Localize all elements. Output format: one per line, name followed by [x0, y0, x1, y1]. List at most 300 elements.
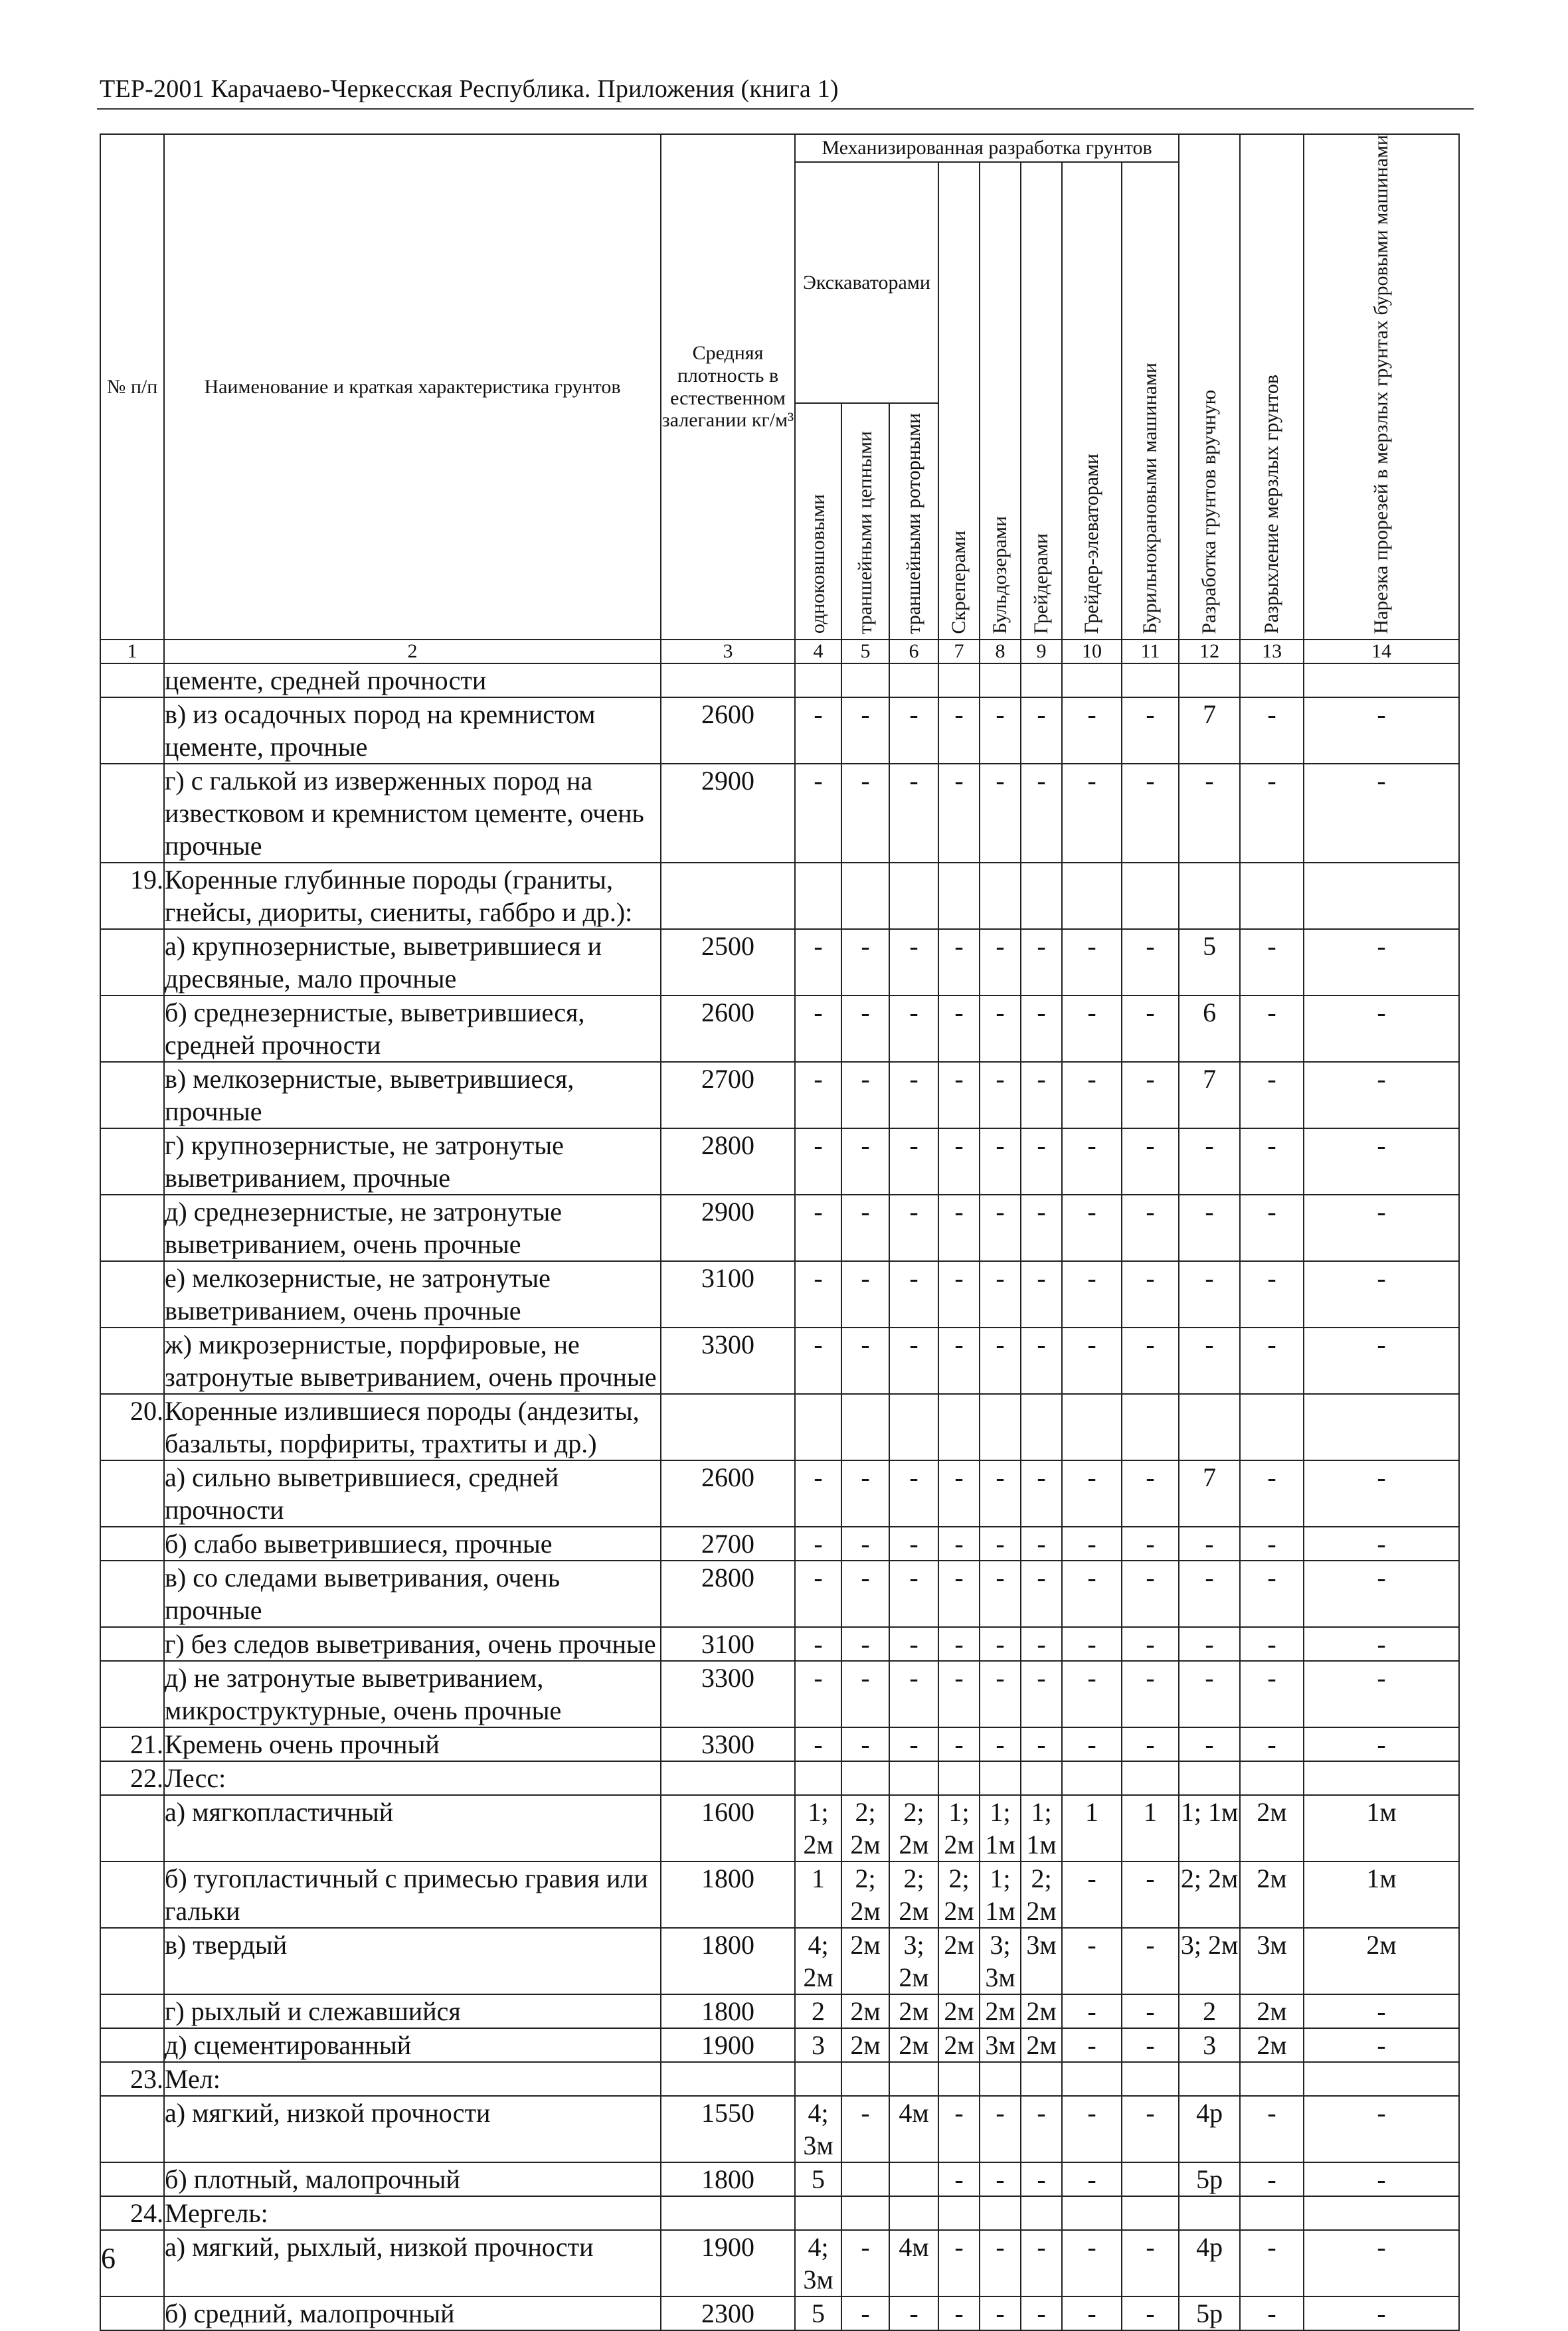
value-cell: -: [980, 1062, 1021, 1128]
table-row: [100, 2096, 1459, 2162]
density-value: 1900: [661, 2230, 795, 2296]
value-cell: 2м: [938, 1994, 980, 2028]
row-number: [100, 1795, 164, 1861]
density-value: 2900: [661, 764, 795, 863]
value-cell: [1179, 2062, 1240, 2096]
value-cell: -: [1021, 2162, 1062, 2196]
soil-name: г) крупнозернистые, не затронутые выветриванием, прочные: [164, 1128, 661, 1195]
value-cell: -: [1179, 1195, 1240, 1261]
value-cell: [1304, 2196, 1459, 2230]
value-cell: -: [841, 2096, 889, 2162]
value-cell: -: [1240, 1561, 1304, 1627]
density-value: 1550: [661, 2096, 795, 2162]
density-value: 3100: [661, 1627, 795, 1661]
value-cell: -: [795, 995, 841, 1062]
soil-name: а) сильно выветрившиеся, средней прочности: [164, 1460, 661, 1527]
density-value: 2900: [661, 1195, 795, 1261]
value-cell: [980, 2062, 1021, 2096]
colnum: 3: [661, 640, 795, 663]
value-cell: -: [938, 1661, 980, 1727]
value-cell: -: [980, 2162, 1021, 2196]
header-bulldozers-label: Бульдозерами: [989, 516, 1011, 634]
value-cell: -: [841, 764, 889, 863]
value-cell: [938, 863, 980, 929]
value-cell: [980, 663, 1021, 697]
row-number: [100, 1328, 164, 1394]
table-row: [100, 2162, 1459, 2196]
value-cell: -: [1062, 1527, 1122, 1561]
row-number: [100, 2096, 164, 2162]
value-cell: -: [1240, 1195, 1304, 1261]
value-cell: -: [841, 2296, 889, 2330]
colnum: 8: [980, 640, 1021, 663]
soil-name: а) мягкопластичный: [164, 1795, 661, 1861]
value-cell: [1062, 863, 1122, 929]
value-cell: -: [1179, 1561, 1240, 1627]
row-number: [100, 929, 164, 995]
header-density: Средняя плотность в естественном залегании кг/м³: [661, 134, 795, 640]
value-cell: -: [1062, 2230, 1122, 2296]
value-cell: -: [1179, 1627, 1240, 1661]
value-cell: [1304, 663, 1459, 697]
soil-name: д) сцементированный: [164, 2028, 661, 2062]
value-cell: [889, 663, 938, 697]
value-cell: -: [1122, 2296, 1179, 2330]
value-cell: -: [1122, 1195, 1179, 1261]
value-cell: 2; 2м: [1179, 1861, 1240, 1928]
value-cell: -: [1062, 1561, 1122, 1627]
value-cell: -: [841, 1195, 889, 1261]
table-row: [100, 2296, 1459, 2330]
value-cell: 1м: [1304, 1795, 1459, 1861]
value-cell: -: [938, 1460, 980, 1527]
value-cell: -: [1021, 697, 1062, 764]
value-cell: 4м: [889, 2096, 938, 2162]
value-cell: 4; 3м: [795, 2230, 841, 2296]
value-cell: -: [1304, 764, 1459, 863]
header-trench-rotor-label: траншейными роторными: [903, 412, 925, 634]
density-value: 2700: [661, 1527, 795, 1561]
value-cell: [1179, 1394, 1240, 1460]
value-cell: [1122, 2162, 1179, 2196]
value-cell: -: [841, 1062, 889, 1128]
row-number: [100, 697, 164, 764]
value-cell: -: [1021, 1727, 1062, 1761]
value-cell: -: [1179, 1727, 1240, 1761]
value-cell: -: [795, 1561, 841, 1627]
value-cell: -: [1062, 1727, 1122, 1761]
table-row: [100, 2062, 1459, 2096]
colnum: 7: [938, 640, 980, 663]
value-cell: -: [1122, 1261, 1179, 1328]
value-cell: 2м: [938, 1928, 980, 1994]
value-cell: [1304, 1761, 1459, 1795]
density-value: 3300: [661, 1661, 795, 1727]
value-cell: -: [841, 2230, 889, 2296]
document-header: ТЕР-2001 Карачаево-Черкесская Республика. Приложения (книга 1): [100, 75, 839, 103]
header-num: № п/п: [100, 134, 164, 640]
soil-name: Коренные глубинные породы (граниты, гнейсы, диориты, сиениты, габбро и др.):: [164, 863, 661, 929]
row-number: [100, 1861, 164, 1928]
value-cell: 3: [795, 2028, 841, 2062]
value-cell: -: [1062, 1460, 1122, 1527]
row-number: [100, 1661, 164, 1727]
colnum: 1: [100, 640, 164, 663]
soil-name: Мергель:: [164, 2196, 661, 2230]
value-cell: -: [889, 1062, 938, 1128]
density-value: 2700: [661, 1062, 795, 1128]
value-cell: -: [938, 1527, 980, 1561]
value-cell: -: [1240, 1627, 1304, 1661]
value-cell: -: [1122, 1928, 1179, 1994]
value-cell: -: [938, 2162, 980, 2196]
value-cell: 4р: [1179, 2230, 1240, 2296]
value-cell: [1021, 863, 1062, 929]
value-cell: -: [841, 1128, 889, 1195]
value-cell: -: [1062, 1994, 1122, 2028]
page-number: 6: [101, 2242, 116, 2275]
value-cell: -: [938, 1328, 980, 1394]
value-cell: [795, 1761, 841, 1795]
value-cell: -: [1021, 995, 1062, 1062]
soil-name: а) мягкий, рыхлый, низкой прочности: [164, 2230, 661, 2296]
value-cell: -: [889, 929, 938, 995]
value-cell: 5р: [1179, 2162, 1240, 2196]
value-cell: 2: [795, 1994, 841, 2028]
value-cell: -: [889, 995, 938, 1062]
value-cell: -: [795, 929, 841, 995]
table-row: [100, 2196, 1459, 2230]
value-cell: -: [1304, 1727, 1459, 1761]
value-cell: [980, 2196, 1021, 2230]
value-cell: -: [1304, 1994, 1459, 2028]
value-cell: 2; 2м: [889, 1795, 938, 1861]
value-cell: -: [1021, 1328, 1062, 1394]
value-cell: -: [1122, 1661, 1179, 1727]
value-cell: -: [841, 1561, 889, 1627]
table-row: [100, 697, 1459, 764]
value-cell: [1240, 2062, 1304, 2096]
value-cell: 2; 2м: [841, 1795, 889, 1861]
value-cell: -: [1122, 764, 1179, 863]
value-cell: 4; 3м: [795, 2096, 841, 2162]
value-cell: [1240, 1761, 1304, 1795]
value-cell: -: [1062, 1928, 1122, 1994]
value-cell: -: [1122, 995, 1179, 1062]
header-graders: [1021, 162, 1062, 640]
value-cell: [841, 1394, 889, 1460]
soil-name: Кремень очень прочный: [164, 1727, 661, 1761]
header-rule: [97, 108, 1474, 110]
value-cell: -: [1122, 929, 1179, 995]
value-cell: 1; 2м: [938, 1795, 980, 1861]
value-cell: -: [889, 1727, 938, 1761]
row-number: [100, 2296, 164, 2330]
value-cell: -: [980, 1195, 1021, 1261]
row-number: [100, 1460, 164, 1527]
value-cell: -: [1021, 2096, 1062, 2162]
value-cell: 3; 3м: [980, 1928, 1021, 1994]
value-cell: -: [1240, 2230, 1304, 2296]
value-cell: -: [1062, 1627, 1122, 1661]
value-cell: -: [938, 1195, 980, 1261]
header-mechanized: Механизированная разработка грунтов: [795, 134, 1179, 162]
value-cell: -: [1304, 1661, 1459, 1727]
soil-name: в) из осадочных пород на кремнистом цементе, прочные: [164, 697, 661, 764]
value-cell: [980, 863, 1021, 929]
column-number-row: [100, 640, 1459, 663]
value-cell: [1021, 2196, 1062, 2230]
value-cell: 2м: [841, 1928, 889, 1994]
value-cell: -: [1240, 1661, 1304, 1727]
row-number: [100, 1128, 164, 1195]
value-cell: [1122, 863, 1179, 929]
header-grader-elevators-label: Грейдер-элеваторами: [1081, 454, 1103, 634]
value-cell: -: [1062, 1062, 1122, 1128]
value-cell: -: [1062, 1195, 1122, 1261]
value-cell: [1021, 663, 1062, 697]
value-cell: -: [841, 1661, 889, 1727]
value-cell: -: [1021, 1195, 1062, 1261]
value-cell: -: [938, 1627, 980, 1661]
density-value: 2600: [661, 697, 795, 764]
value-cell: [1122, 1761, 1179, 1795]
value-cell: -: [1240, 1062, 1304, 1128]
value-cell: -: [938, 2096, 980, 2162]
table-row: [100, 863, 1459, 929]
header-grader-elevators: [1062, 162, 1122, 640]
value-cell: -: [980, 1328, 1021, 1394]
value-cell: -: [889, 697, 938, 764]
header-single-bucket-label: одноковшовыми: [807, 494, 829, 634]
value-cell: -: [841, 1527, 889, 1561]
density-value: [661, 863, 795, 929]
row-number: 24.: [100, 2196, 164, 2230]
value-cell: -: [1240, 1527, 1304, 1561]
value-cell: -: [1062, 2028, 1122, 2062]
value-cell: [980, 1761, 1021, 1795]
row-number: [100, 1527, 164, 1561]
table-row: [100, 1727, 1459, 1761]
value-cell: -: [1062, 995, 1122, 1062]
value-cell: -: [889, 1128, 938, 1195]
value-cell: -: [795, 1627, 841, 1661]
soil-name: в) со следами выветривания, очень прочные: [164, 1561, 661, 1627]
table-row: [100, 1328, 1459, 1394]
value-cell: -: [980, 697, 1021, 764]
value-cell: -: [1304, 2296, 1459, 2330]
row-number: [100, 764, 164, 863]
value-cell: [1240, 863, 1304, 929]
value-cell: -: [1304, 2028, 1459, 2062]
value-cell: -: [1122, 1527, 1179, 1561]
value-cell: -: [1304, 995, 1459, 1062]
soil-name: б) слабо выветрившиеся, прочные: [164, 1527, 661, 1561]
value-cell: -: [1062, 1661, 1122, 1727]
value-cell: -: [889, 1661, 938, 1727]
value-cell: 1; 1м: [1021, 1795, 1062, 1861]
value-cell: [1179, 663, 1240, 697]
value-cell: -: [1021, 764, 1062, 863]
value-cell: -: [1240, 2162, 1304, 2196]
value-cell: 3: [1179, 2028, 1240, 2062]
value-cell: -: [1240, 2296, 1304, 2330]
value-cell: -: [1122, 1460, 1179, 1527]
value-cell: 2; 2м: [1021, 1861, 1062, 1928]
table-row: [100, 1128, 1459, 1195]
table-row: [100, 929, 1459, 995]
value-cell: -: [889, 1627, 938, 1661]
value-cell: -: [1062, 2296, 1122, 2330]
value-cell: [1062, 1394, 1122, 1460]
value-cell: -: [1304, 1527, 1459, 1561]
row-number: [100, 1561, 164, 1627]
value-cell: -: [1021, 1627, 1062, 1661]
value-cell: -: [1240, 2096, 1304, 2162]
table-row: [100, 1527, 1459, 1561]
value-cell: -: [1179, 1527, 1240, 1561]
value-cell: -: [980, 929, 1021, 995]
colnum: 9: [1021, 640, 1062, 663]
value-cell: -: [841, 1261, 889, 1328]
density-value: 2300: [661, 2296, 795, 2330]
density-value: 2800: [661, 1128, 795, 1195]
value-cell: -: [1240, 1128, 1304, 1195]
value-cell: -: [1021, 1460, 1062, 1527]
table-body: [100, 663, 1459, 2330]
value-cell: -: [1021, 2230, 1062, 2296]
value-cell: [841, 2196, 889, 2230]
soil-name: б) средний, малопрочный: [164, 2296, 661, 2330]
value-cell: [841, 1761, 889, 1795]
soil-name: д) не затронутые выветриванием, микроструктурные, очень прочные: [164, 1661, 661, 1727]
table-row: [100, 1661, 1459, 1727]
value-cell: -: [938, 1128, 980, 1195]
value-cell: -: [841, 1727, 889, 1761]
table-row: [100, 1627, 1459, 1661]
value-cell: -: [889, 1460, 938, 1527]
header-scrapers: [938, 162, 980, 640]
value-cell: -: [1122, 1727, 1179, 1761]
value-cell: -: [1240, 764, 1304, 863]
value-cell: [1304, 863, 1459, 929]
value-cell: -: [938, 1062, 980, 1128]
density-value: 2800: [661, 1561, 795, 1627]
header-loosening: [1240, 134, 1304, 640]
density-value: [661, 1394, 795, 1460]
value-cell: 2; 2м: [841, 1861, 889, 1928]
value-cell: [1240, 2196, 1304, 2230]
value-cell: 2; 2м: [938, 1861, 980, 1928]
value-cell: -: [938, 995, 980, 1062]
value-cell: -: [1304, 1561, 1459, 1627]
table-row: [100, 1994, 1459, 2028]
value-cell: -: [1062, 929, 1122, 995]
value-cell: 1м: [1304, 1861, 1459, 1928]
soil-name: Лесс:: [164, 1761, 661, 1795]
value-cell: -: [1062, 1128, 1122, 1195]
value-cell: [1021, 1761, 1062, 1795]
value-cell: -: [1240, 697, 1304, 764]
value-cell: 4; 2м: [795, 1928, 841, 1994]
value-cell: -: [938, 2296, 980, 2330]
value-cell: 3м: [980, 2028, 1021, 2062]
row-number: [100, 2028, 164, 2062]
value-cell: [841, 663, 889, 697]
value-cell: -: [980, 1261, 1021, 1328]
value-cell: [1021, 2062, 1062, 2096]
density-value: [661, 663, 795, 697]
soil-name: Коренные излившиеся породы (андезиты, базальты, порфириты, трахтиты и др.): [164, 1394, 661, 1460]
value-cell: -: [1021, 1561, 1062, 1627]
value-cell: [980, 1394, 1021, 1460]
table-row: [100, 663, 1459, 697]
density-value: 2600: [661, 995, 795, 1062]
value-cell: -: [889, 1561, 938, 1627]
table-row: [100, 1861, 1459, 1928]
value-cell: [795, 2196, 841, 2230]
value-cell: -: [1062, 1261, 1122, 1328]
header-graders-label: Грейдерами: [1030, 533, 1053, 634]
colnum: 4: [795, 640, 841, 663]
density-value: 1900: [661, 2028, 795, 2062]
header-scrapers-label: Скреперами: [948, 531, 970, 634]
value-cell: -: [1304, 1195, 1459, 1261]
soil-name: в) твердый: [164, 1928, 661, 1994]
row-number: 21.: [100, 1727, 164, 1761]
soil-name: б) тугопластичный с примесью гравия или гальки: [164, 1861, 661, 1928]
value-cell: 5: [1179, 929, 1240, 995]
soil-name: г) без следов выветривания, очень прочные: [164, 1627, 661, 1661]
soil-name: ж) микрозернистые, порфировые, не затронутые выветриванием, очень прочные: [164, 1328, 661, 1394]
value-cell: -: [1021, 1062, 1062, 1128]
value-cell: 2м: [1240, 1994, 1304, 2028]
value-cell: 7: [1179, 697, 1240, 764]
value-cell: 2м: [980, 1994, 1021, 2028]
value-cell: 2м: [889, 1994, 938, 2028]
value-cell: 3; 2м: [889, 1928, 938, 1994]
value-cell: 2м: [1240, 2028, 1304, 2062]
colnum: 6: [889, 640, 938, 663]
value-cell: -: [1304, 1460, 1459, 1527]
value-cell: -: [841, 995, 889, 1062]
header-cutting-label: Нарезка прорезей в мерзлых грунтах буровыми машинами: [1370, 135, 1393, 634]
density-value: 3300: [661, 1727, 795, 1761]
value-cell: [1240, 1394, 1304, 1460]
value-cell: 4р: [1179, 2096, 1240, 2162]
table-row: [100, 1761, 1459, 1795]
value-cell: 2: [1179, 1994, 1240, 2028]
value-cell: -: [841, 1627, 889, 1661]
value-cell: -: [1021, 1661, 1062, 1727]
row-number: [100, 2162, 164, 2196]
value-cell: -: [795, 697, 841, 764]
value-cell: [1304, 2062, 1459, 2096]
value-cell: -: [938, 1561, 980, 1627]
value-cell: -: [1240, 995, 1304, 1062]
header-drilling: [1122, 162, 1179, 640]
value-cell: 1; 2м: [795, 1795, 841, 1861]
soil-name: д) среднезернистые, не затронутые выветриванием, очень прочные: [164, 1195, 661, 1261]
value-cell: -: [938, 1261, 980, 1328]
value-cell: 2м: [1304, 1928, 1459, 1994]
value-cell: -: [841, 1460, 889, 1527]
value-cell: 2; 2м: [889, 1861, 938, 1928]
soil-name: а) мягкий, низкой прочности: [164, 2096, 661, 2162]
value-cell: 7: [1179, 1460, 1240, 1527]
value-cell: -: [1021, 1261, 1062, 1328]
value-cell: -: [841, 697, 889, 764]
